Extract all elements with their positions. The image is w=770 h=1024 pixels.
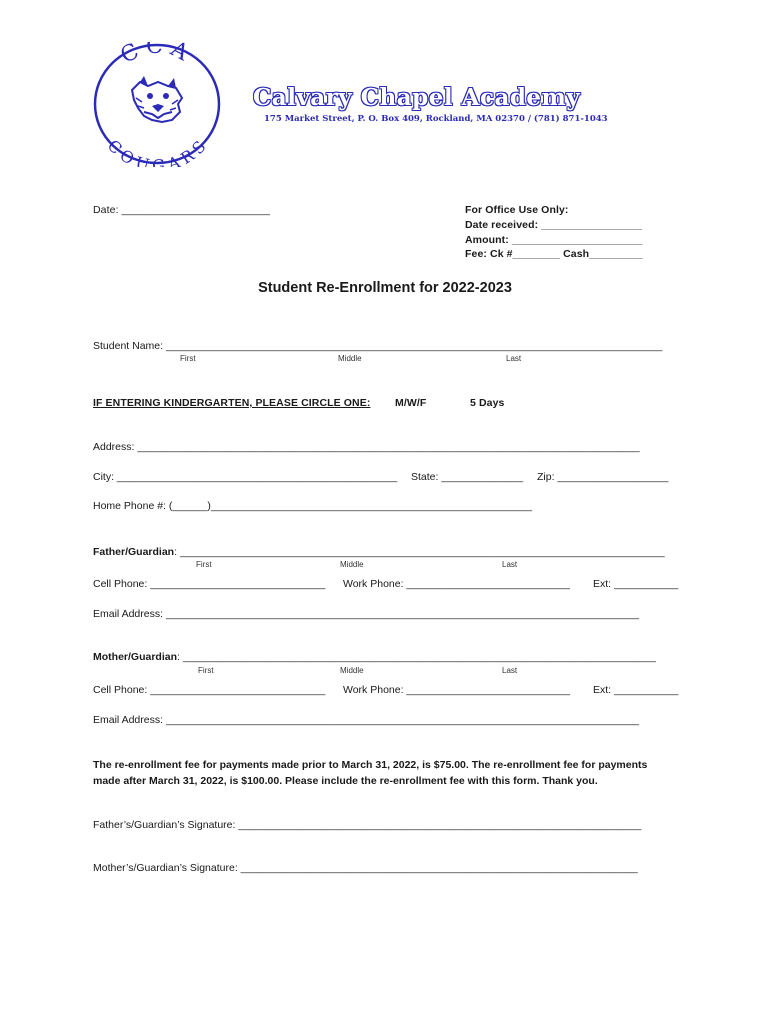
- school-name: Calvary Chapel Academy: [253, 84, 581, 111]
- school-logo: [92, 42, 222, 167]
- city-field[interactable]: City: ________________________________________________: [93, 471, 398, 483]
- date-received-field[interactable]: Date received: _________________: [465, 219, 643, 231]
- school-address: 175 Market Street, P. O. Box 409, Rockland, MA 02370 / (781) 871-1043: [264, 114, 608, 124]
- date-field[interactable]: Date: _________________________: [93, 204, 271, 216]
- kindergarten-option-5days[interactable]: 5 Days: [470, 397, 505, 409]
- student-name-field[interactable]: Student Name: _____________________________________________________________________________________: [93, 340, 663, 352]
- father-middle-label: Middle: [340, 560, 364, 569]
- fee-field[interactable]: Fee: Ck #________ Cash_________: [465, 248, 643, 260]
- kindergarten-option-mwf[interactable]: M/W/F: [395, 397, 427, 409]
- home-phone-field[interactable]: Home Phone #: (______)_______________________________________________________: [93, 500, 533, 512]
- mother-cell-phone-field[interactable]: Cell Phone: ______________________________: [93, 684, 326, 696]
- mother-guardian-label: Mother/Guardian: [93, 651, 178, 663]
- father-ext-field[interactable]: Ext: ___________: [593, 578, 679, 590]
- mother-middle-label: Middle: [340, 666, 364, 675]
- amount-field[interactable]: Amount: ______________________: [465, 234, 643, 246]
- mother-first-label: First: [198, 666, 214, 675]
- father-first-label: First: [196, 560, 212, 569]
- mother-signature-field[interactable]: Mother’s/Guardian’s Signature: ____________________________________________________________________: [93, 862, 638, 874]
- father-signature-field[interactable]: Father’s/Guardian’s Signature: _____________________________________________________________________: [93, 819, 642, 831]
- father-guardian-field[interactable]: [93, 546, 665, 558]
- address-field[interactable]: Address: ______________________________________________________________________________________: [93, 441, 640, 453]
- mother-last-label: Last: [502, 666, 518, 675]
- state-field[interactable]: State: ______________: [411, 471, 524, 483]
- zip-field[interactable]: Zip: ___________________: [537, 471, 669, 483]
- student-first-label: First: [180, 354, 196, 363]
- father-cell-phone-field[interactable]: Cell Phone: ______________________________: [93, 578, 326, 590]
- logo-top-text: CCA: [116, 42, 198, 69]
- father-work-phone-field[interactable]: Work Phone: ____________________________: [343, 578, 570, 590]
- fee-note: The re-enrollment fee for payments made prior to March 31, 2022, is $75.00. The re-enrollment fee for payments made after March 31, 2022, is $100.00. Please include the re-enrollment fee with this form. Thank you.: [93, 759, 648, 787]
- cougar-head-icon: [132, 76, 182, 122]
- student-last-label: Last: [506, 354, 522, 363]
- mother-work-phone-field[interactable]: Work Phone: ____________________________: [343, 684, 570, 696]
- father-last-label: Last: [502, 560, 518, 569]
- logo-bottom-text: COUGARS: [103, 135, 211, 167]
- logo-graphic: [92, 42, 222, 167]
- mother-ext-field[interactable]: Ext: ___________: [593, 684, 679, 696]
- mother-email-field[interactable]: Email Address: _________________________________________________________________________________: [93, 714, 639, 726]
- father-email-field[interactable]: Email Address: _________________________________________________________________________________: [93, 608, 639, 620]
- kindergarten-label: IF ENTERING KINDERGARTEN, PLEASE CIRCLE ONE:: [93, 397, 371, 409]
- father-guardian-line: : ___________________________________________________________________________________: [174, 546, 665, 558]
- form-title: Student Re-Enrollment for 2022-2023: [258, 280, 512, 296]
- mother-guardian-field[interactable]: [93, 651, 656, 663]
- mother-guardian-line: : _________________________________________________________________________________: [177, 651, 656, 663]
- father-guardian-label: Father/Guardian: [93, 546, 175, 558]
- office-use-heading: For Office Use Only:: [465, 204, 569, 216]
- student-middle-label: Middle: [338, 354, 362, 363]
